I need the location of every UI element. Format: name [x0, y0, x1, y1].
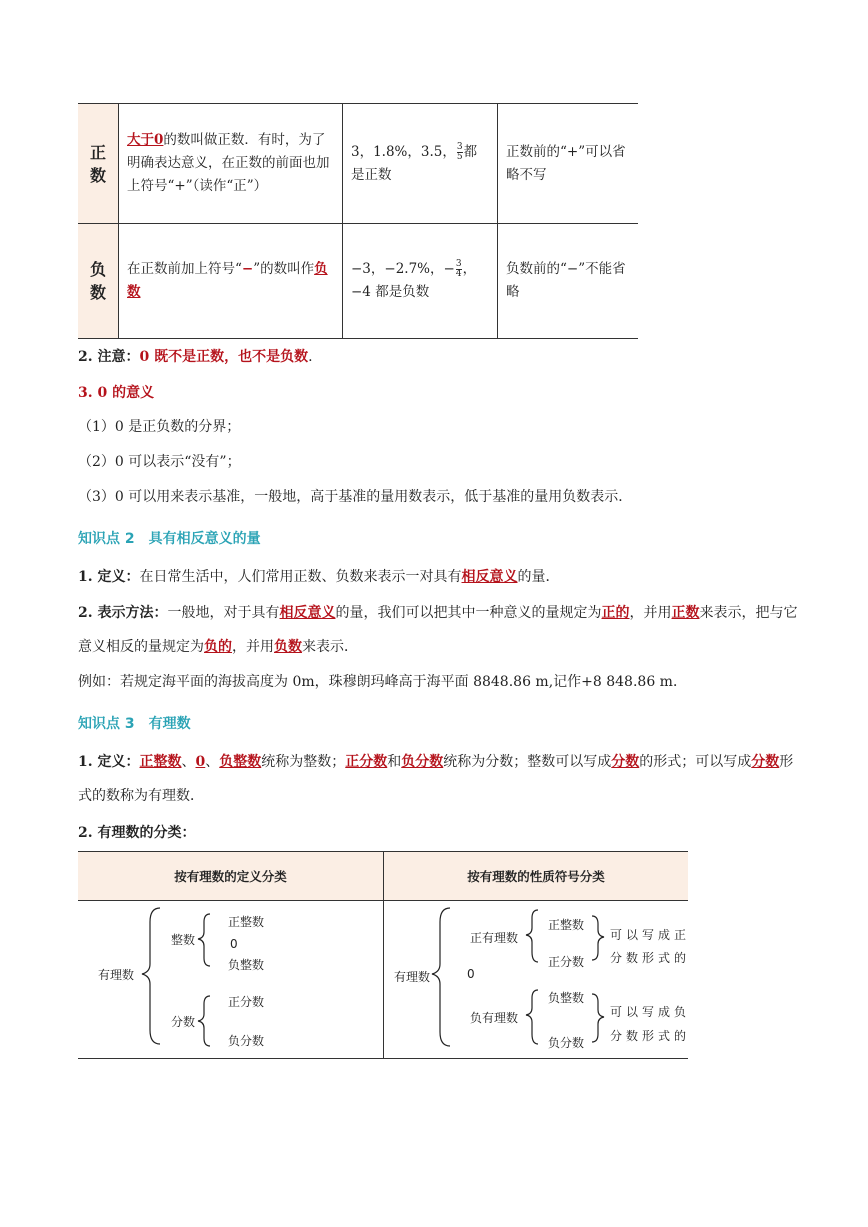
fraction: $\frac{3}{4}$ — [455, 259, 462, 279]
pos-int-label: 正整数 — [228, 915, 265, 929]
neg-note-line1: 可以写成负 — [610, 1005, 691, 1019]
neg-note-line2: 分数形式的 — [610, 1029, 691, 1043]
classification-label: 2. 有理数的分类： — [78, 825, 196, 841]
definition-cell: 大于0的数叫做正数．有时，为了明确表达意义，在正数的前面也加上符号“+”（读作“正”） — [119, 104, 343, 224]
kp2-example: 例如：若规定海平面的海拔高度为 0m，珠穆朗玛峰高于海平面 8848.86 m,记作+8 848.86 m． — [78, 674, 687, 690]
pos-int-label: 正整数 — [548, 918, 585, 932]
section-title-kp3: 知识点 3 有理数 — [78, 716, 191, 732]
note-cell: 正数前的“+”可以省略不写 — [498, 104, 639, 224]
brace — [592, 994, 604, 1042]
brace — [526, 910, 538, 962]
pos-rat-label: 正有理数 — [470, 931, 519, 945]
brace — [526, 990, 538, 1044]
kp2-definition: 1. 定义：在日常生活中，人们常用正数、负数来表示一对具有相反意义的量． — [78, 569, 560, 585]
table-row — [78, 224, 638, 339]
row-head: 正数 — [78, 104, 119, 224]
zero-label: 0 — [230, 937, 238, 951]
pos-frac-label: 正分数 — [548, 955, 585, 969]
kp3-definition: 1. 定义：正整数、0、负整数统称为整数；正分数和负分数统称为分数；整数可以写成分数的形式；可以写成分数形式的数称为有理数． — [78, 754, 794, 804]
fraction: $\frac{3}{5}$ — [456, 141, 463, 162]
header-definition: 按有理数的定义分类 — [78, 852, 383, 901]
example-cell: −3，−2.7%，− $\frac{3}{4}$ ，−4 都是负数 — [343, 224, 498, 339]
brace — [592, 916, 604, 960]
header-sign: 按有理数的性质符号分类 — [384, 852, 688, 901]
fraction-label: 分数 — [171, 1015, 196, 1029]
zero-label: 0 — [467, 967, 475, 981]
pos-note-line2: 分数形式的 — [610, 951, 691, 965]
root-label: 有理数 — [98, 968, 135, 982]
example-cell: 3，1.8%，3.5， $\frac{3}{5}$ 都是正数 — [343, 104, 498, 224]
list-item: （1）0 是正负数的分界； — [78, 419, 241, 435]
neg-frac-label: 负分数 — [228, 1034, 265, 1048]
definition-cell: 在正数前加上符号“−”的数叫作负数 — [119, 224, 343, 339]
note-cell: 负数前的“−”不能省略 — [498, 224, 639, 339]
section-title-kp2: 知识点 2 具有相反意义的量 — [78, 531, 261, 547]
brace-diagram — [78, 852, 691, 1058]
row-head: 负数 — [78, 224, 119, 339]
brace — [432, 908, 450, 1046]
classification-table — [78, 851, 691, 1059]
brace — [198, 996, 210, 1046]
pos-note-line1: 可以写成正 — [610, 928, 691, 942]
note-zero: 2. 注意：0 既不是正数，也不是负数. — [78, 349, 313, 365]
pos-frac-label: 正分数 — [228, 995, 265, 1009]
neg-int-label: 负整数 — [548, 991, 585, 1005]
list-item: （2）0 可以表示“没有”； — [78, 454, 241, 470]
neg-int-label: 负整数 — [228, 958, 265, 972]
number-definition-table — [78, 103, 638, 339]
neg-rat-label: 负有理数 — [470, 1011, 519, 1025]
integer-label: 整数 — [171, 933, 196, 947]
brace — [142, 908, 160, 1044]
zero-meaning-title: 3. 0 的意义 — [78, 385, 155, 401]
table-row — [78, 104, 638, 224]
list-item: （3）0 可以用来表示基准，一般地，高于基准的量用数表示，低于基准的量用负数表示． — [78, 489, 633, 505]
kp2-method: 2. 表示方法：一般地，对于具有相反意义的量，我们可以把其中一种意义的量规定为正的，并用正数来表示，把与它意义相反的量规定为负的，并用负数来表示． — [78, 605, 798, 655]
root-label: 有理数 — [394, 970, 431, 984]
brace — [198, 914, 210, 966]
neg-frac-label: 负分数 — [548, 1036, 585, 1050]
